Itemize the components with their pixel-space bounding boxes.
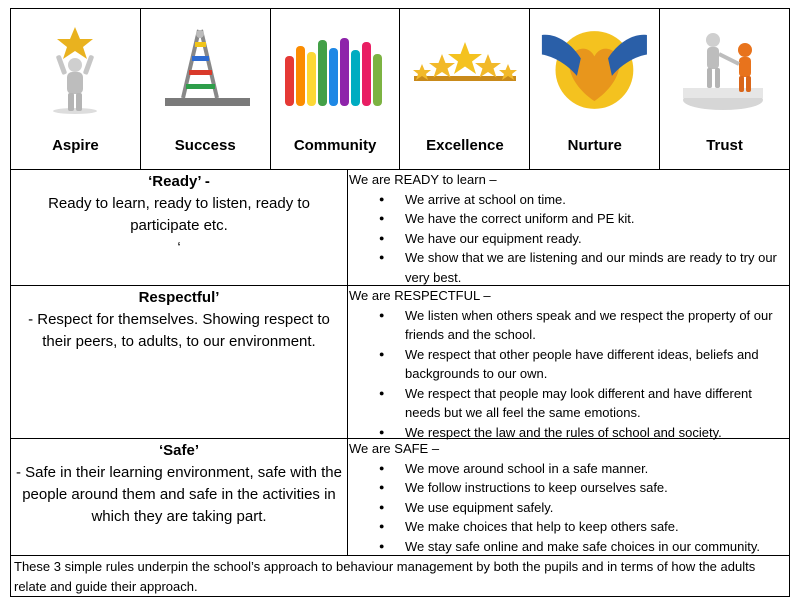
helping-hand-figures-icon [668, 21, 781, 119]
rule-intro: We are SAFE – [349, 441, 440, 456]
rule-description: Ready to learn, ready to listen, ready to participate etc. [48, 195, 310, 234]
rule-summary [11, 439, 348, 555]
rule-list [349, 306, 789, 443]
rule-details [348, 170, 789, 285]
rule-description: - Safe in their learning environment, safe with the people around them and safe in the activities in which they are taking part. [15, 464, 342, 525]
five-stars-icon [408, 21, 521, 119]
rule-heading: Respectful’ [138, 289, 220, 306]
list-item: ● We have the correct uniform and PE kit. [405, 209, 789, 229]
rule-summary [11, 170, 348, 285]
list-item: ● We respect that other people have different ideas, beliefs and backgrounds to our own. [405, 345, 789, 384]
list-item: ● We follow instructions to keep ourselves safe. [405, 478, 789, 498]
value-trust [659, 9, 789, 169]
list-item: ● We show that we are listening and our minds are ready to try our very best. [405, 248, 789, 287]
list-item: ● We stay safe online and make safe choices in our community. [405, 537, 789, 557]
raised-hands-icon [279, 21, 392, 119]
behaviour-poster [10, 8, 790, 597]
rule-row-safe [10, 439, 790, 556]
list-item: ● We arrive at school on time. [405, 190, 789, 210]
rule-trailing-mark: ‘ [177, 239, 181, 256]
figure-lifting-star-icon [19, 21, 132, 119]
rule-list [349, 459, 789, 557]
list-item: ● We listen when others speak and we respect the property of our friends and the school. [405, 306, 789, 345]
list-item: ● We move around school in a safe manner. [405, 459, 789, 479]
value-community [270, 9, 400, 169]
rules-table [10, 170, 790, 597]
ladder-climb-icon [149, 21, 262, 119]
list-item: ● We respect the law and the rules of school and society. [405, 423, 789, 443]
rule-description: - Respect for themselves. Showing respect to their peers, to adults, to our environment. [28, 311, 330, 350]
rule-heading: ‘Safe’ [158, 442, 200, 459]
rule-details [348, 439, 789, 555]
value-label: Trust [706, 137, 743, 154]
value-label: Success [174, 137, 236, 154]
hands-heart-icon [538, 21, 651, 119]
rule-intro: We are RESPECTFUL – [349, 288, 491, 303]
list-item: ● We use equipment safely. [405, 498, 789, 518]
rule-details [348, 286, 789, 438]
list-item: ● We make choices that help to keep others safe. [405, 517, 789, 537]
value-label: Aspire [52, 137, 99, 154]
value-excellence [399, 9, 529, 169]
rule-summary [11, 286, 348, 438]
value-aspire [11, 9, 140, 169]
value-label: Excellence [426, 137, 504, 154]
value-success [140, 9, 270, 169]
rule-list [349, 190, 789, 288]
list-item: ● We respect that people may look different and have different needs but we all feel the same emotions. [405, 384, 789, 423]
value-nurture [529, 9, 659, 169]
rule-intro: We are READY to learn – [349, 172, 497, 187]
list-item: ● We have our equipment ready. [405, 229, 789, 249]
value-label: Nurture [567, 137, 622, 154]
rule-row-ready [10, 170, 790, 286]
value-label: Community [293, 137, 377, 154]
rule-row-respectful [10, 286, 790, 439]
school-values-strip [10, 8, 790, 170]
rule-heading: ‘Ready’ - [148, 173, 210, 190]
footer-note: These 3 simple rules underpin the school’s approach to behaviour management by both the pupils and in terms of how the adults relate and guide their approach. [10, 556, 790, 597]
